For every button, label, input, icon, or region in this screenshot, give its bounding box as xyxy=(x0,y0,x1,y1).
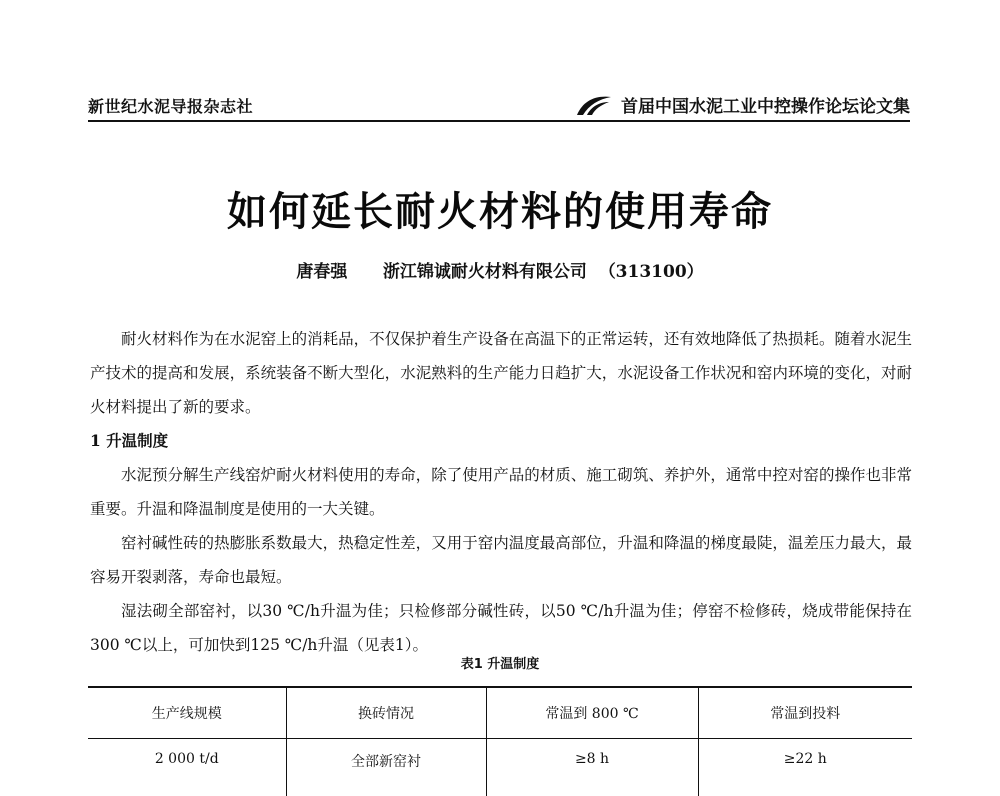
byline xyxy=(0,257,1000,282)
swoosh-logo-icon xyxy=(575,93,613,117)
column-header: 换砖情况 xyxy=(286,687,486,739)
paragraph: 窑衬碱性砖的热膨胀系数最大，热稳定性差，又用于窑内温度最高部位，升温和降温的梯度最陡，温差压力最大，最容易开裂剥落，寿命也最短。 xyxy=(90,526,912,594)
collection-title-block xyxy=(575,92,910,117)
table-caption: 表1 升温制度 xyxy=(0,653,1000,672)
heating-schedule-table xyxy=(88,686,912,796)
table-cell: ≥8 h xyxy=(486,739,698,796)
article-body xyxy=(90,322,912,662)
page-header xyxy=(88,92,910,122)
table-cell: 全部新窑衬 xyxy=(286,739,486,796)
intro-paragraph: 耐火材料作为在水泥窑上的消耗品，不仅保护着生产设备在高温下的正常运转，还有效地降低了热损耗。随着水泥生产技术的提高和发展，系统装备不断大型化，水泥熟料的生产能力日趋扩大，水泥设备工作状况和窑内环境的变化，对耐火材料提出了新的要求。 xyxy=(90,322,912,424)
publisher-name: 新世纪水泥导报杂志社 xyxy=(88,94,253,117)
column-header: 生产线规模 xyxy=(88,687,286,739)
paragraph: 水泥预分解生产线窑炉耐火材料使用的寿命，除了使用产品的材质、施工砌筑、养护外，通常中控对窑的操作也非常重要。升温和降温制度是使用的一大关键。 xyxy=(90,458,912,526)
affiliation: 浙江锦诚耐火材料有限公司 xyxy=(383,262,587,282)
table-cell: ≥22 h xyxy=(698,739,912,796)
author-name: 唐春强 xyxy=(296,262,347,282)
collection-title: 首届中国水泥工业中控操作论坛论文集 xyxy=(621,92,910,117)
postcode: （313100） xyxy=(599,262,704,282)
column-header: 常温到 800 ℃ xyxy=(486,687,698,739)
table-cell: 2 000 t/d xyxy=(88,739,286,796)
table-header-row xyxy=(88,687,912,739)
column-header: 常温到投料 xyxy=(698,687,912,739)
paragraph: 湿法砌全部窑衬，以30 ℃/h升温为佳；只检修部分碱性砖，以50 ℃/h升温为佳；停窑不检修砖，烧成带能保持在300 ℃以上，可加快到125 ℃/h升温（见表1）。 xyxy=(90,594,912,662)
article-title: 如何延长耐火材料的使用寿命 xyxy=(0,180,1000,237)
table-row xyxy=(88,739,912,796)
section-heading: 1 升温制度 xyxy=(90,424,912,458)
